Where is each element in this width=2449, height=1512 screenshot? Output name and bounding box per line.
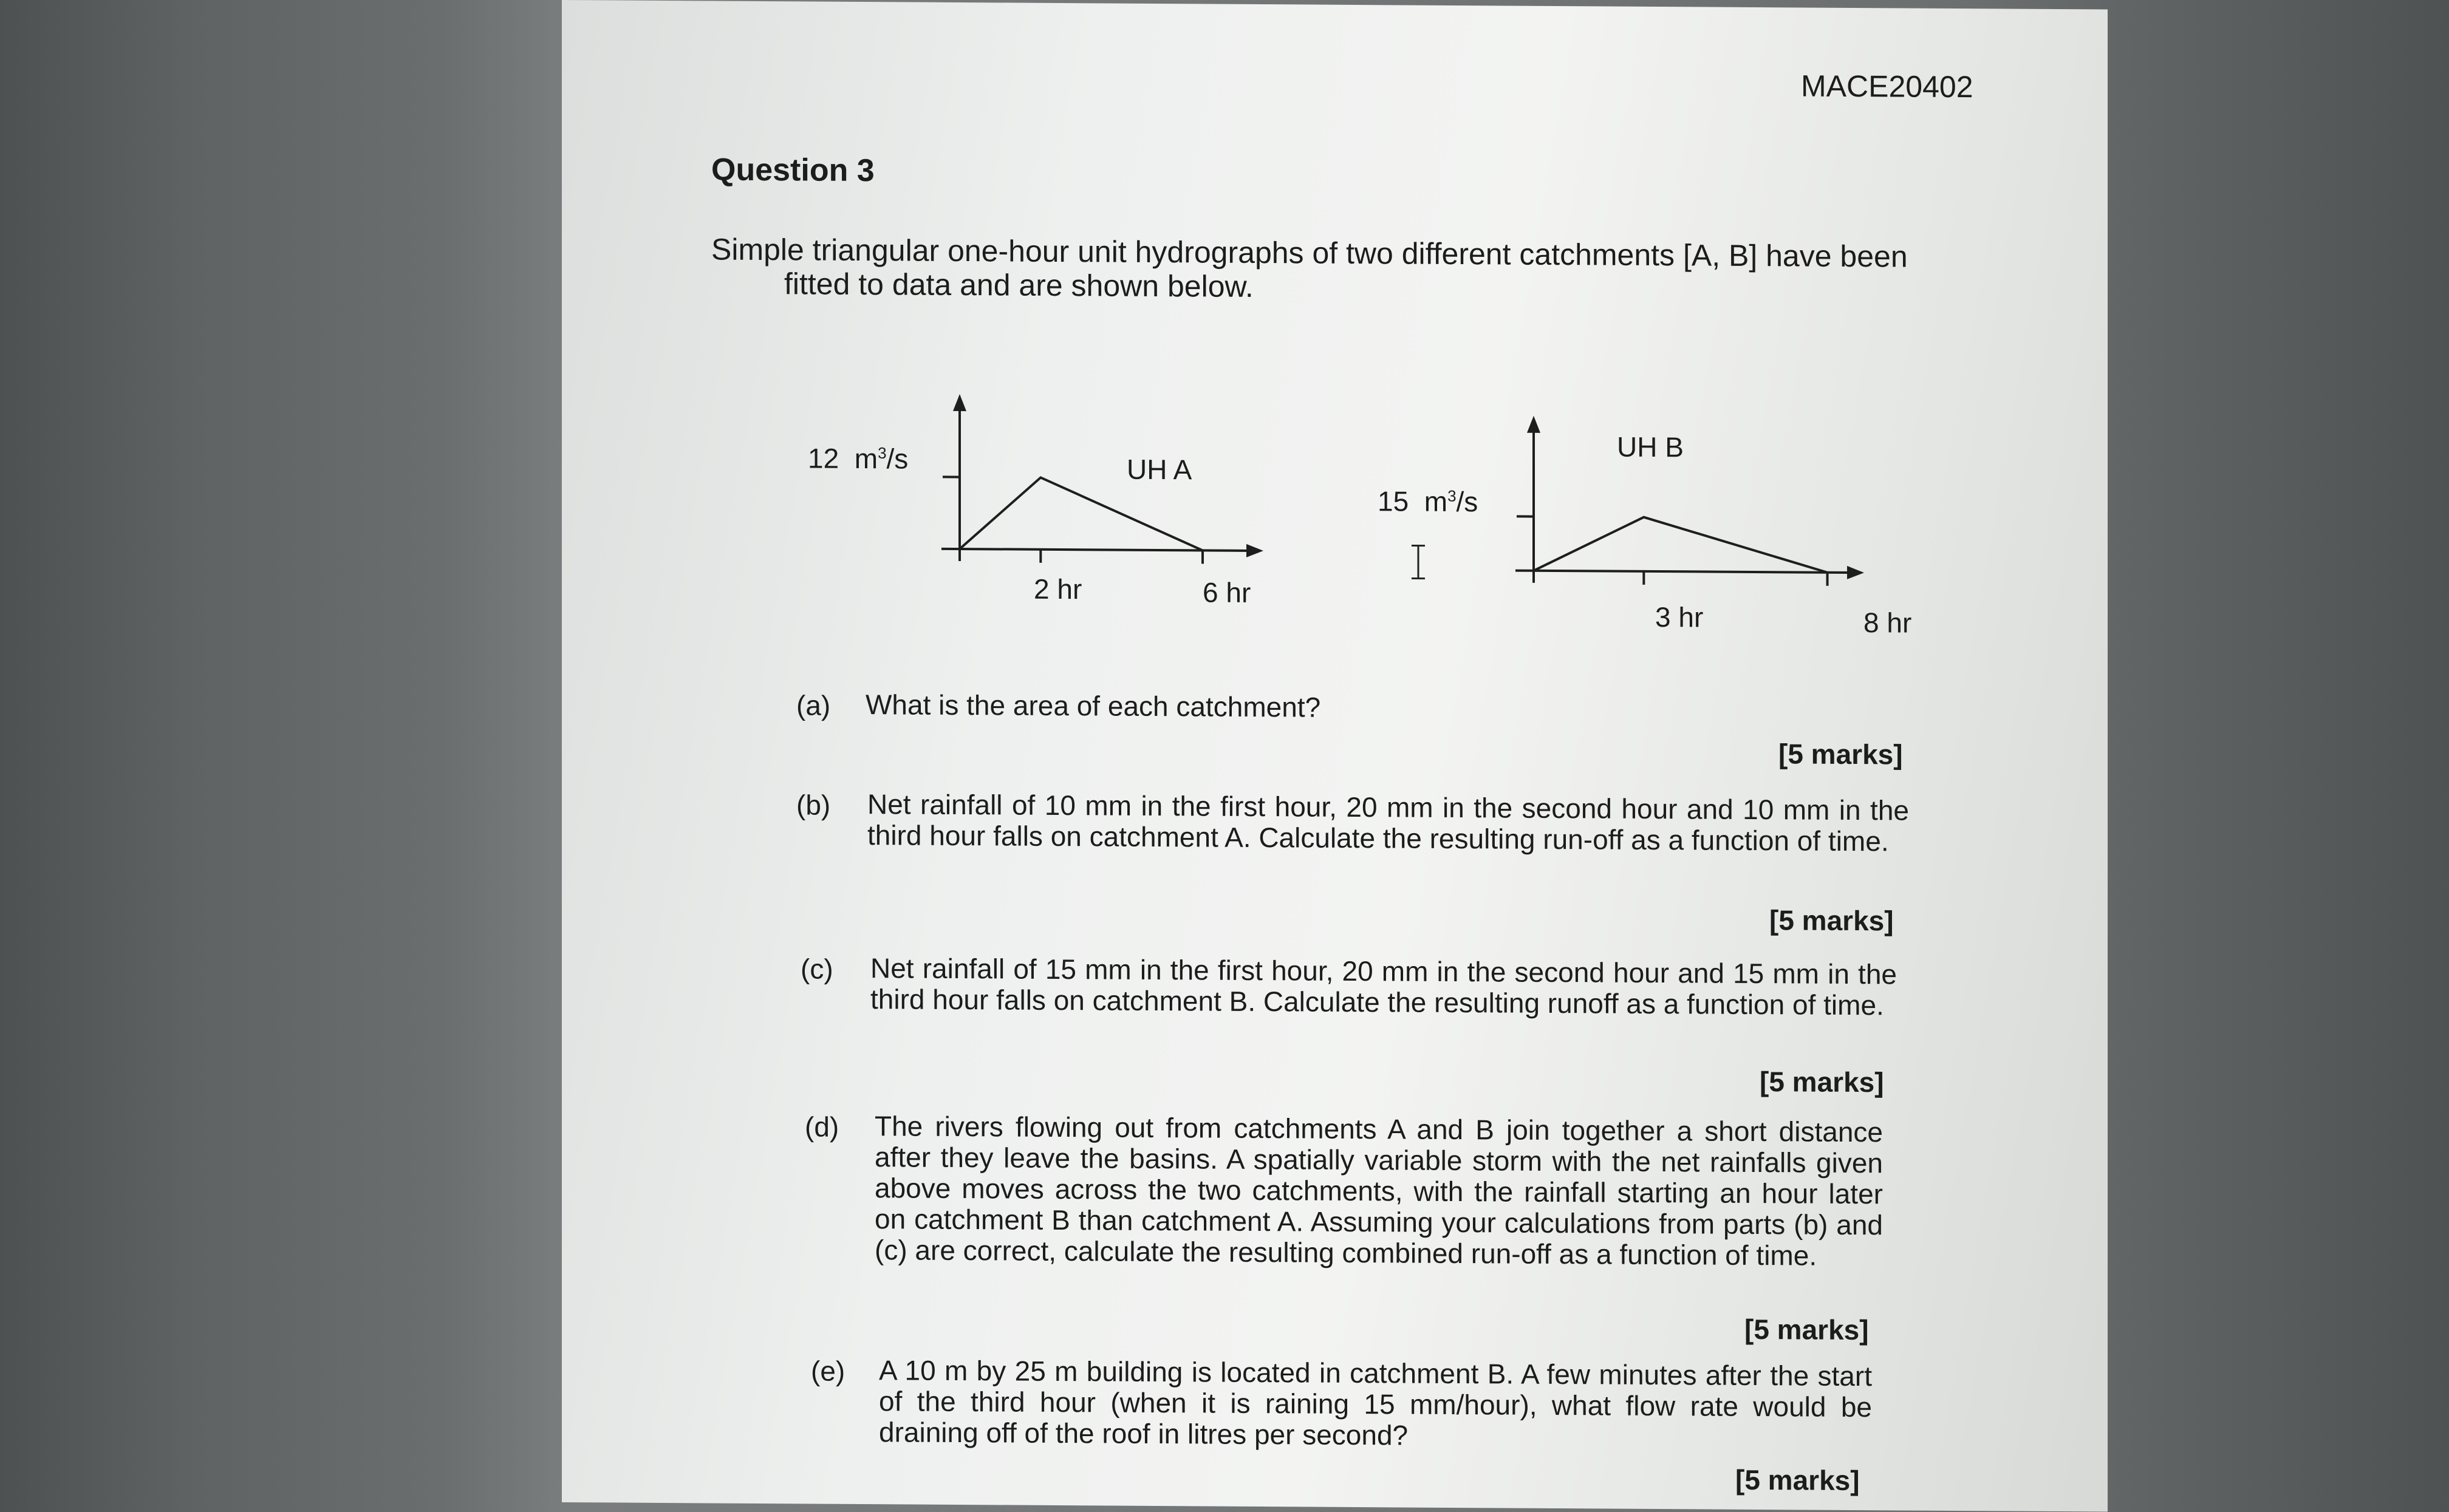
uh-a-peak-value: 12	[808, 442, 839, 474]
part-a-label: (a)	[796, 689, 830, 721]
uh-b-x-axis	[1515, 571, 1853, 573]
uh-b-chart	[562, 0, 2108, 10]
uh-b-title: UH B	[1617, 431, 1684, 464]
question-title: Question 3	[711, 152, 875, 189]
part-c-text: Net rainfall of 15 mm in the first hour, 20 mm in the second hour and 15 mm in the third hour falls on catchment B. Calculate the resulting runoff as a function of time.	[870, 953, 1897, 1021]
uh-b-peak-exp: 3	[1447, 487, 1456, 505]
course-code: MACE20402	[1801, 68, 1973, 104]
uh-a-peak-tail: /s	[887, 443, 909, 474]
part-b-text: Net rainfall of 10 mm in the first hour, 20 mm in the second hour and 10 mm in the third hour falls on catchment A. Calculate the resulting run-off as a function of time.	[867, 789, 1909, 857]
uh-b-x-axis-arrow	[1847, 566, 1864, 579]
part-d-marks: [5 marks]	[1744, 1313, 1869, 1346]
intro-line-1: Simple triangular one-hour unit hydrographs of two different catchments [A, B] have been	[711, 232, 1908, 274]
uh-b-peak-tail: /s	[1457, 486, 1478, 517]
part-e-marks: [5 marks]	[1735, 1463, 1860, 1497]
part-a-text: What is the area of each catchment?	[866, 689, 1850, 726]
uh-b-hydrograph-line	[1534, 517, 1828, 573]
part-e-label: (e)	[811, 1355, 845, 1388]
part-b-marks: [5 marks]	[1769, 904, 1894, 937]
uh-a-title: UH A	[1127, 453, 1192, 486]
intro-line-2: fitted to data and are shown below.	[784, 266, 1254, 304]
uh-b-y-axis-arrow	[1527, 416, 1540, 433]
part-b-label: (b)	[796, 788, 830, 821]
part-a-marks: [5 marks]	[1778, 737, 1903, 771]
uh-a-peak-unit: m	[855, 443, 878, 474]
part-d-label: (d)	[805, 1110, 839, 1143]
part-d-text: The rivers flowing out from catchments A and B join together a short distance after they leave the basins. A spatially variable storm with the net rainfalls given above moves across the two catchments, with the rainfall starting an hour later on catchment B than catchment A. Assuming your calculations from parts (b) and (c) are correct, calculate the resulting combined run-off as a function of time.	[875, 1111, 1883, 1272]
exam-paper	[562, 0, 2108, 1512]
uh-b-tick-label-8hr: 8 hr	[1863, 606, 1911, 639]
text-cursor-icon	[1409, 545, 1427, 581]
uh-a-tick-label-6hr: 6 hr	[1203, 576, 1251, 608]
uh-b-peak-value: 15	[1378, 485, 1409, 517]
part-e-text: A 10 m by 25 m building is located in catchment B. A few minutes after the start of the third hour (when it is raining 15 mm/hour), what flow rate would be draining off of the roof in litres per second?	[879, 1355, 1872, 1454]
uh-b-peak-unit: m	[1424, 486, 1447, 517]
uh-a-tick-label-2hr: 2 hr	[1034, 573, 1082, 605]
part-c-marks: [5 marks]	[1760, 1065, 1884, 1098]
uh-a-peak-exp: 3	[878, 444, 886, 462]
part-c-label: (c)	[801, 952, 833, 985]
uh-b-tick-label-3hr: 3 hr	[1655, 601, 1703, 633]
uh-b-peak-label	[1378, 485, 1478, 518]
